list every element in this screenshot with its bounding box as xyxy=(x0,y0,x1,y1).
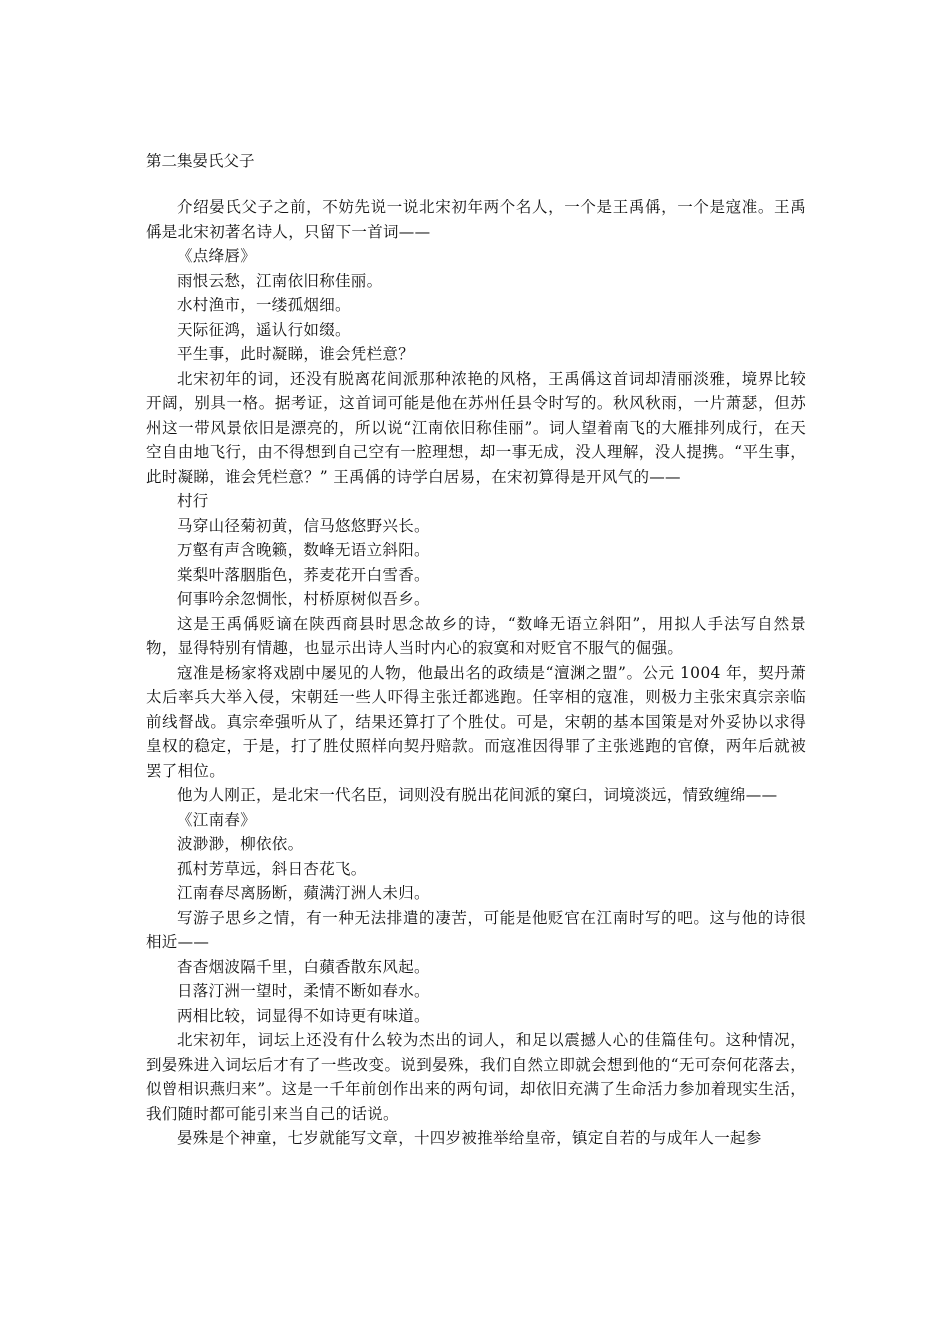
paragraph: 写游子思乡之情，有一种无法排遣的凄苦，可能是他贬官在江南时写的吧。这与他的诗很相近—— xyxy=(146,908,806,951)
poem-line: 马穿山径菊初黄，信马悠悠野兴长。 xyxy=(177,516,430,535)
paragraph: 寇准是杨家将戏剧中屡见的人物，他最出名的政绩是“澶渊之盟”。公元 1004 年，契丹萧太后率兵大举入侵，宋朝廷一些人吓得主张迁都逃跑。任宰相的寇准，则极力主张宋真宗亲临前线督战。真宗牵强听从了，结果还算打了个胜仗。可是，宋朝的基本国策是对外妥协以求得皇权的稳定，于是，打了胜仗照样向契丹赔款。而寇准因得罪了主张逃跑的官僚，两年后就被罢了相位。 xyxy=(146,663,806,780)
poem-line: 杳杳烟波隔千里，白蘋香散东风起。 xyxy=(177,957,430,976)
poem-line: 波渺渺，柳依依。 xyxy=(177,835,304,853)
poem-line: 何事吟余忽惆怅，村桥原树似吾乡。 xyxy=(177,590,430,608)
poem-line: 平生事，此时凝睇，谁会凭栏意？ xyxy=(177,345,415,363)
paragraph: 这是王禹偁贬谪在陕西商县时思念故乡的诗，“数峰无语立斜阳”，用拟人手法写自然景物，显得特别有情趣，也显示出诗人当时内心的寂寞和对贬官不服气的倔强。 xyxy=(146,614,806,657)
poem-line: 万壑有声含晚籁，数峰无语立斜阳。 xyxy=(177,541,430,559)
poem-line: 日落汀洲一望时，柔情不断如春水。 xyxy=(177,982,430,1000)
poem-title: 《江南春》 xyxy=(177,810,257,829)
poem-line: 江南春尽离肠断，蘋满汀洲人未归。 xyxy=(177,884,430,902)
poem-line: 孤村芳草远，斜日杏花飞。 xyxy=(177,859,367,878)
paragraph-line: 两相比较，词显得不如诗更有味道。 xyxy=(177,1006,430,1025)
poem-line: 水村渔市，一缕孤烟细。 xyxy=(177,296,351,314)
poem-title: 《点绛唇》 xyxy=(177,247,257,265)
poem-line: 雨恨云愁，江南依旧称佳丽。 xyxy=(177,271,383,290)
document-title: 第二集晏氏父子 xyxy=(146,152,255,170)
paragraph: 他为人刚正，是北宋一代名臣，词则没有脱出花间派的窠臼，词境淡远，情致缠绵—— xyxy=(177,786,778,804)
paragraph: 北宋初年，词坛上还没有什么较为杰出的词人，和足以震撼人心的佳篇佳句。这种情况，到晏殊进入词坛后才有了一些改变。说到晏殊，我们自然立即就会想到他的“无可奈何花落去，似曾相识燕归来”。这是一千年前创作出来的两句词，却依旧充满了生命活力参加着现实生活，我们随时都可能引来当自己的话说。 xyxy=(146,1031,806,1123)
poem-line: 天际征鸿，遥认行如缀。 xyxy=(177,320,351,339)
poem-line: 棠梨叶落胭脂色，荞麦花开白雪香。 xyxy=(177,565,430,584)
poem-title: 村行 xyxy=(177,492,209,510)
paragraph: 晏殊是个神童，七岁就能写文章，十四岁被推举给皇帝，镇定自若的与成年人一起参 xyxy=(177,1129,762,1147)
paragraph: 介绍晏氏父子之前，不妨先说一说北宋初年两个名人，一个是王禹偁，一个是寇准。王禹偁是北宋初著名诗人，只留下一首词—— xyxy=(146,198,806,241)
paragraph: 北宋初年的词，还没有脱离花间派那种浓艳的风格，王禹偁这首词却清丽淡雅，境界比较开阔，别具一格。据考证，这首词可能是他在苏州任县令时写的。秋风秋雨，一片萧瑟，但苏州这一带风景依旧是漂亮的，所以说“江南依旧称佳丽”。词人望着南飞的大雁排列成行，在天空自由地飞行，由不得想到自己空有一腔理想，却一事无成，没人理解，没人提携。“平生事，此时凝睇，谁会凭栏意？” 王禹偁的诗学白居易，在宋初算得是开风气的—— xyxy=(146,369,806,486)
document-page xyxy=(146,149,806,1151)
